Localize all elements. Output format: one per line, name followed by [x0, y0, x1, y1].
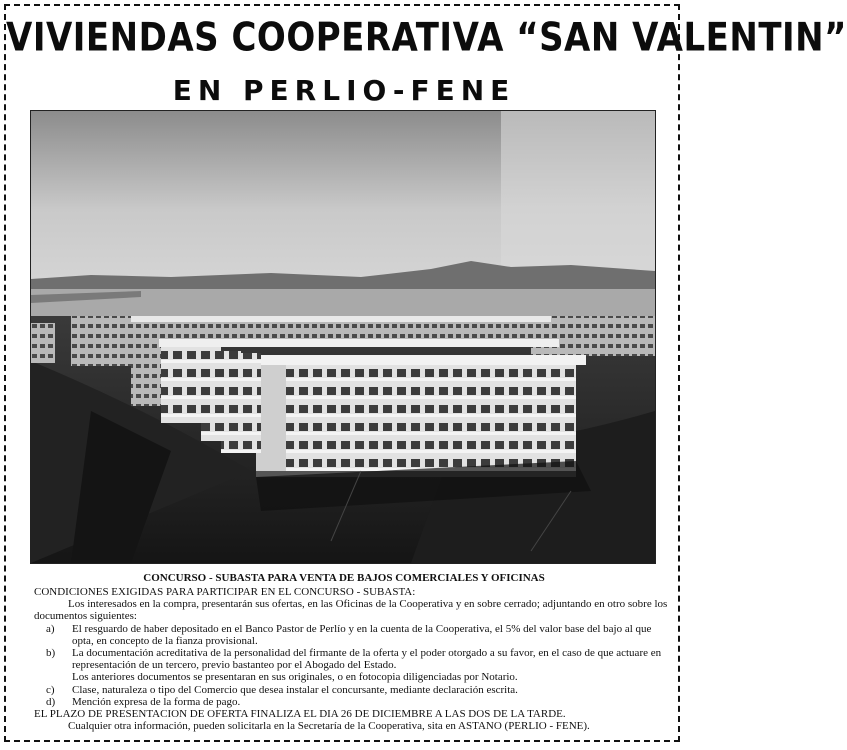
condition-label: a)	[46, 622, 55, 635]
notice-body	[34, 586, 670, 732]
advertisement	[4, 4, 847, 742]
condition-text: Mención expresa de la forma de pago.	[72, 695, 241, 708]
condition-text: La documentación acreditativa de la personalidad del firmante de la oferta y el poder otorgado a su favor, en el caso de que actuare en representación de un tercero, previo bastanteo por el Abogado del Estado.	[72, 647, 662, 672]
condition-item-c	[34, 684, 670, 696]
notice-heading: CONCURSO - SUBASTA PARA VENTA DE BAJOS COMERCIALES Y OFICINAS	[143, 572, 545, 584]
housing-photo	[30, 110, 656, 564]
ad-title: VIVIENDAS COOPERATIVA “SAN VALENTIN”	[6, 15, 847, 61]
deadline-text: EL PLAZO DE PRESENTACION DE OFERTA FINALIZA EL DIA 26 DE DICIEMBRE A LAS DOS DE LA TARDE.	[34, 708, 566, 721]
intro-paragraph: Los interesados en la compra, presentarán sus ofertas, en las Oficinas de la Cooperativa y en sobre cerrado; adjuntando en otro sobre los documentos siguientes:	[34, 598, 668, 623]
condition-item-a	[34, 623, 670, 647]
documents-note: Los anteriores documentos se presentaran en sus originales, o en fotocopia diligenciadas por Notario.	[72, 671, 518, 684]
condition-label: b)	[46, 647, 56, 660]
condition-label: c)	[46, 683, 55, 696]
contact-text: Cualquier otra información, pueden solicitarla en la Secretaría de la Cooperativa, sita en ASTANO (PERLIO - FENE).	[68, 720, 590, 733]
conditions-title: CONDICIONES EXIGIDAS PARA PARTICIPAR EN EL CONCURSO - SUBASTA:	[34, 586, 416, 598]
condition-text: El resguardo de haber depositado en el Banco Pastor de Perlío y en la cuenta de la Cooperativa, el 5% del valor base del bajo al que opta, en concepto de la fianza provisional.	[72, 622, 652, 647]
condition-label: d)	[46, 695, 56, 708]
condition-text: Clase, naturaleza o tipo del Comercio que desea instalar el concursante, mediante declaración escrita.	[72, 683, 518, 696]
condition-item-b	[34, 647, 670, 671]
condition-item-d	[34, 696, 670, 708]
ad-subtitle: EN PERLIO-FENE	[172, 74, 516, 107]
